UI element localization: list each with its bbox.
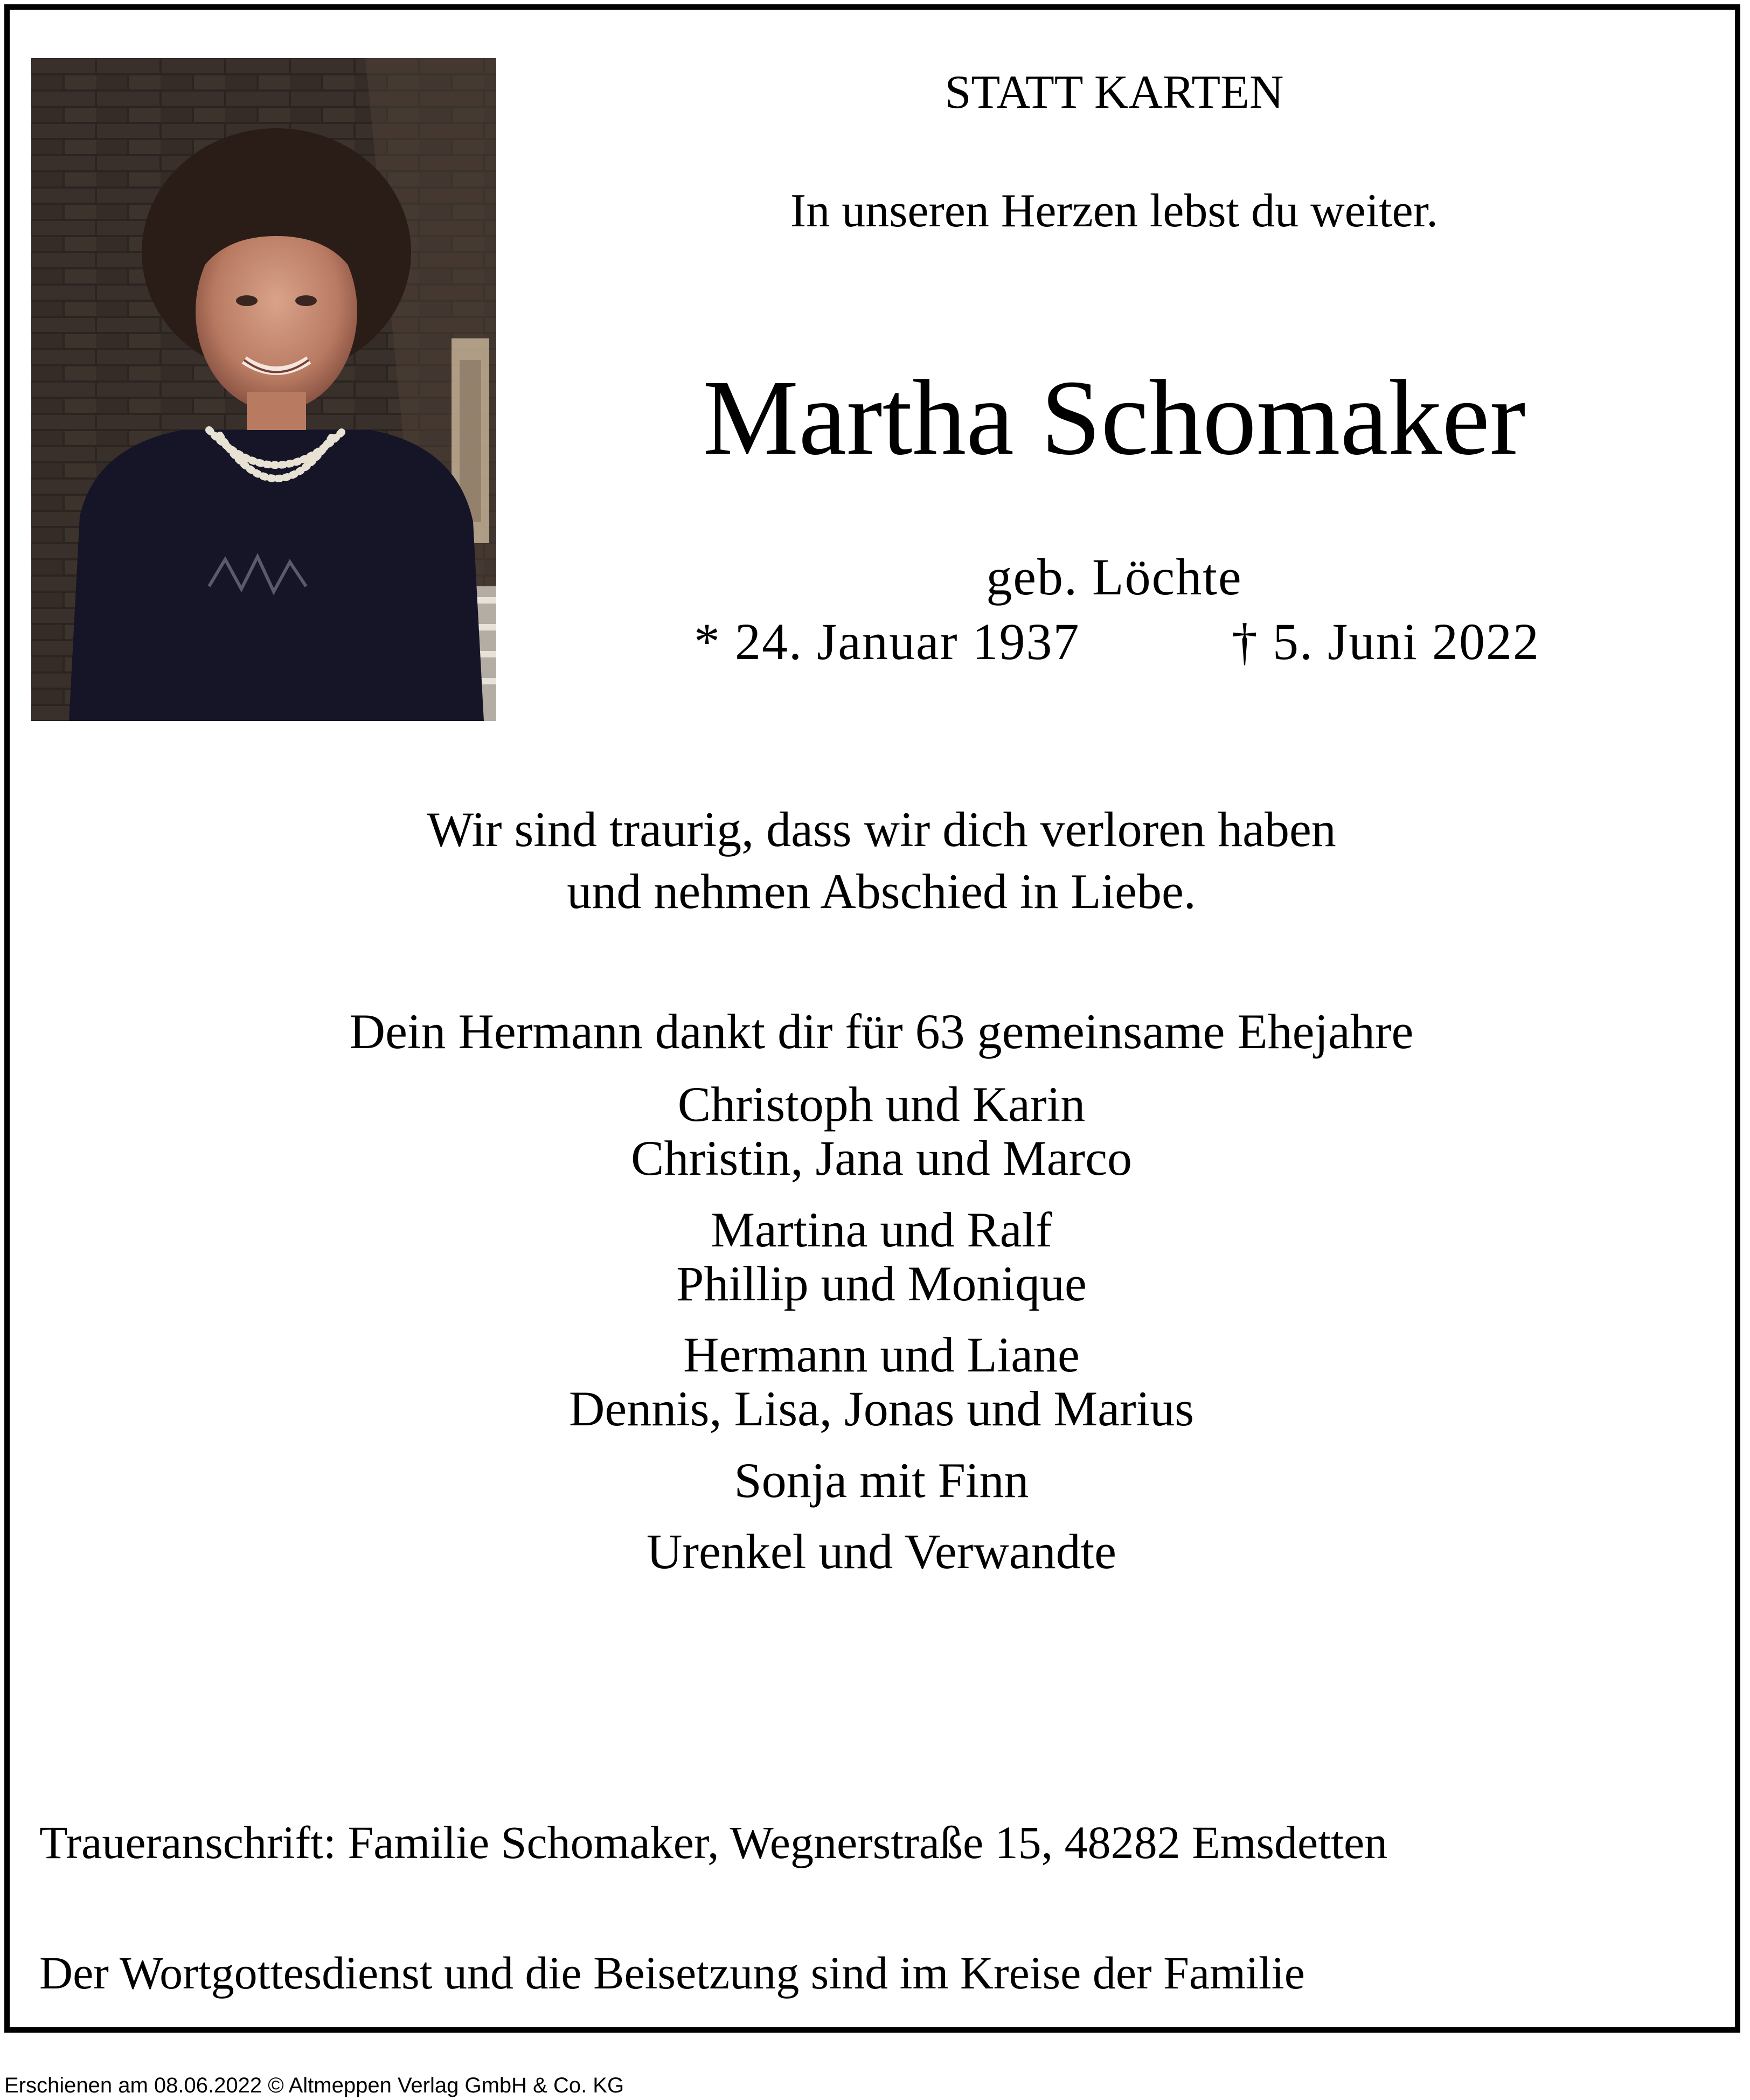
- birth-date: * 24. Januar 1937: [694, 613, 1080, 670]
- family-member-line: Sonja mit Finn: [734, 1453, 1029, 1508]
- statt-karten-label: STATT KARTEN: [945, 66, 1284, 119]
- family-member-line: Urenkel und Verwandte: [646, 1524, 1117, 1579]
- family-member-line: Hermann und Liane: [683, 1327, 1080, 1382]
- deceased-name: Martha Schomaker: [703, 358, 1526, 477]
- family-member-line: Martina und Ralf: [711, 1202, 1052, 1257]
- life-dates: [694, 613, 1540, 670]
- mourning-text-line-2: und nehmen Abschied in Liebe.: [567, 864, 1196, 919]
- family-member-line: Dennis, Lisa, Jonas und Marius: [568, 1381, 1195, 1436]
- family-member-line: Christoph und Karin: [677, 1077, 1086, 1132]
- death-date: † 5. Juni 2022: [1231, 613, 1540, 670]
- service-note: Der Wortgottesdienst und die Beisetzung sind im Kreise der Familie: [39, 1947, 1305, 1999]
- portrait-image: [31, 58, 496, 721]
- publication-note: Erschienen am 08.06.2022 © Altmeppen Verlag GmbH & Co. KG: [4, 2074, 624, 2097]
- mourning-text-line-1: Wir sind traurig, dass wir dich verloren haben: [427, 802, 1336, 857]
- family-member-line: Phillip und Monique: [676, 1256, 1087, 1311]
- spouse-line: Dein Hermann dankt dir für 63 gemeinsame Ehejahre: [349, 1004, 1414, 1059]
- maiden-name: geb. Löchte: [986, 548, 1242, 606]
- portrait-photo: [31, 58, 496, 721]
- obituary-frame: [4, 4, 1740, 2033]
- family-member-line: Christin, Jana und Marco: [630, 1131, 1133, 1186]
- memorial-verse: In unseren Herzen lebst du weiter.: [790, 185, 1439, 237]
- mourning-address: Traueranschrift: Familie Schomaker, Wegnerstraße 15, 48282 Emsdetten: [39, 1817, 1388, 1868]
